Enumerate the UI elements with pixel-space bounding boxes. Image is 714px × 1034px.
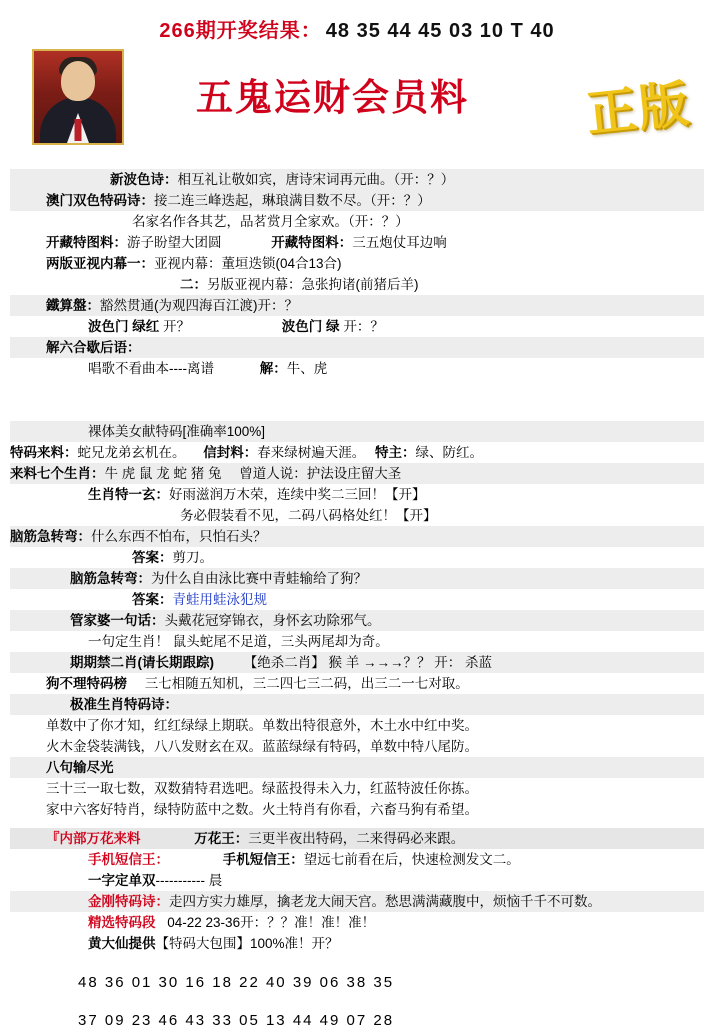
wave-color-text-2: 开：？ (343, 319, 384, 334)
eight-verse-line (10, 778, 704, 799)
zodiac-row (10, 463, 704, 484)
zodiac-special-text-2: 务必假装看不见，二码八码格处红！【开】 (180, 508, 437, 523)
zodiac-text-2: 曾道人说：护法设庄留大圣 (239, 466, 402, 481)
brain-teaser-text-2: 为什么自由泳比赛中青蛙输给了狗？ (151, 571, 367, 586)
eight-verse-title (10, 757, 704, 778)
body-section (0, 421, 714, 820)
main-text: 绿、防红。 (415, 445, 484, 460)
poem-label: 澳门双色特码诗： (46, 193, 154, 208)
poem-label: 两版亚视内幕一： (46, 256, 154, 271)
riddle-answer-label: 解： (259, 361, 287, 376)
brain-teaser-label-2: 脑筋急转弯： (70, 571, 151, 586)
housekeeper-row-2 (10, 631, 704, 652)
zodiac-special-row-2 (10, 505, 704, 526)
dog-list-row (10, 673, 704, 694)
wave-color-label: 波色门 绿红 (88, 319, 160, 334)
poem-label: 鐵算盤： (46, 298, 100, 313)
poem-row (10, 274, 704, 295)
authentic-stamp: 正版 (583, 74, 694, 144)
poem-text: 另版亚视内幕：急张拘诸(前猪后羊) (207, 277, 419, 292)
brain-teaser-label: 脑筋急转弯： (10, 529, 91, 544)
draw-result-label: 266期开奖结果： (159, 20, 322, 42)
inner-title-row (10, 828, 704, 849)
inner-title: 『内部万花来料 (46, 831, 141, 846)
brain-teaser-row (10, 526, 704, 547)
main-label: 特主： (375, 445, 416, 460)
single-double-text: ----------- 晨 (155, 873, 223, 888)
dog-list-label: 狗不理特码榜 (46, 676, 127, 691)
accurate-poem-line (10, 715, 704, 736)
ban-two-zodiac-row (10, 652, 704, 673)
jingang-text: 走四方实力雄厚，擒老龙大闹天宫。愁思满满藏腹中，烦恼千千不可数。 (169, 894, 601, 909)
naked-title-text: 裸体美女献特码[准确率100%] (88, 424, 266, 439)
brain-teaser-row-2 (10, 568, 704, 589)
jingang-row (10, 891, 704, 912)
dog-list-text: 三七相随五知机，三二四七三二码，出三二一七对取。 (144, 676, 469, 691)
inner-section (0, 828, 714, 954)
poem-text: 相互礼让敬如宾，唐诗宋词再元曲。（开：？） (177, 172, 455, 187)
ban-two-zodiac-label: 期期禁二肖(请长期跟踪) (70, 655, 214, 670)
poem-row (10, 295, 704, 316)
accurate-poem-text-2: 火木金袋装满钱，八八发财玄在双。蓝蓝绿绿有特码，单数中特八尾防。 (46, 739, 478, 754)
eight-verse-text: 三十三一取七数，双数猜特君选吧。绿蓝投得未入力，红蓝特波任你拣。 (46, 781, 478, 796)
riddle-label: 解六合歇后语： (46, 340, 141, 355)
poem-label: 新波色诗： (110, 172, 178, 187)
brain-teaser-answer (10, 547, 704, 568)
poem-row (10, 211, 704, 232)
page-title: 五鬼运财会员料 (196, 76, 469, 119)
zodiac-label: 来料七个生肖： (10, 466, 105, 481)
wanhua-label: 万花王： (194, 831, 249, 846)
accurate-poem-title (10, 694, 704, 715)
single-double-label: 一字定单双 (88, 873, 156, 888)
huangdaxian-row (10, 933, 704, 954)
sms-king-label-2: 手机短信王： (222, 852, 304, 867)
housekeeper-label: 管家婆一句话： (70, 613, 165, 628)
answer-text-2: 青蛙用蛙泳犯规 (172, 592, 267, 607)
sms-king-row (10, 849, 704, 870)
poem-label: 二： (180, 277, 207, 292)
poem-text-2: 三五炮仗耳边响 (352, 235, 447, 250)
answer-text: 剪刀。 (172, 550, 213, 565)
riddle-answer-text: 牛、虎 (286, 361, 328, 376)
number-row: 48 36 01 30 16 18 22 40 39 06 38 35 (78, 974, 395, 991)
wave-color-label-2: 波色门 绿 (281, 319, 340, 334)
accurate-poem-text: 单数中了你才知，红红绿绿上期联。单数出特很意外，木土水中红中奖。 (46, 718, 478, 733)
selected-range-label: 精选特码段 (88, 915, 156, 930)
housekeeper-text-2: 一句定生肖！ 鼠头蛇尾不足道，三头两尾却为奇。 (88, 634, 389, 649)
wave-color-text: 开？ (163, 319, 191, 334)
zodiac-text: 牛 虎 鼠 龙 蛇 猪 兔 (104, 466, 222, 481)
eight-verse-text-2: 家中六客好特肖，绿特防蓝中之数。火土特肖有你看，六畜马狗有希望。 (46, 802, 478, 817)
poem-text: 豁然贯通(为观四海百江渡)开：？ (100, 298, 298, 313)
accurate-poem-label: 极准生肖特码诗： (70, 697, 178, 712)
selected-range-row (10, 912, 704, 933)
answer-label-2: 答案： (132, 592, 173, 607)
eight-verse-line (10, 799, 704, 820)
wanhua-text: 三更半夜出特码，二来得码必来跟。 (248, 831, 465, 846)
poem-row (10, 316, 704, 337)
housekeeper-text: 头戴花冠穿锦衣，身怀玄功除邪气。 (164, 613, 381, 628)
poem-label: 开藏特图料： (46, 235, 127, 250)
poem-label-2: 开藏特图料： (271, 235, 353, 250)
brain-teaser-answer-2 (10, 589, 704, 610)
sms-king-text: 望远七前看在后，快速检测发文二。 (303, 852, 520, 867)
ban-two-zodiac-text: 【绝杀二肖】 猴 羊 →→→？？ 开： 杀蓝 (243, 655, 493, 670)
poem-section (0, 169, 714, 379)
riddle-row (10, 358, 704, 379)
riddle-header (10, 337, 704, 358)
eight-verse-label: 八句输尽光 (46, 760, 114, 775)
housekeeper-row (10, 610, 704, 631)
material-text: 蛇兄龙弟玄机在。 (77, 445, 186, 460)
envelope-label: 信封料： (203, 445, 258, 460)
number-row: 37 09 23 46 43 33 05 13 44 49 07 28 (78, 1012, 395, 1029)
poem-text: 游子盼望大团圆 (127, 235, 222, 250)
sms-king-label: 手机短信王： (88, 852, 169, 867)
poem-row (10, 169, 704, 190)
accurate-poem-line (10, 736, 704, 757)
naked-title (10, 421, 704, 442)
material-label: 特码来料： (10, 445, 78, 460)
portrait-photo (32, 49, 124, 145)
zodiac-special-row (10, 484, 704, 505)
poem-text: 名家名作各其艺，品茗赏月全家欢。（开：？） (132, 214, 409, 229)
selected-range-text: 04-22 23-36开：？？准！准！准！ (167, 915, 376, 930)
poem-row (10, 253, 704, 274)
material-row (10, 442, 704, 463)
riddle-text: 唱歌不看曲本----离谱 (88, 361, 214, 376)
draw-result-header (0, 0, 714, 43)
brain-teaser-text: 什么东西不怕布，只怕石头？ (91, 529, 267, 544)
envelope-text: 春来绿树遍天涯。 (257, 445, 366, 460)
zodiac-special-text: 好雨滋润万木荣，连续中奖二三回！【开】 (169, 487, 426, 502)
draw-result-numbers: 48 35 44 45 03 10 T 40 (325, 20, 555, 42)
poem-row (10, 232, 704, 253)
answer-label: 答案： (132, 550, 173, 565)
zodiac-special-label: 生肖特一玄： (88, 487, 169, 502)
huangdaxian-label: 黄大仙提供 (88, 936, 156, 951)
poem-text: 接二连三峰迭起，琳琅满目数不尽。（开：？） (154, 193, 431, 208)
jingang-label: 金刚特码诗： (88, 894, 169, 909)
huangdaxian-text: 【特码大包围】100%准！开？ (155, 936, 339, 951)
banner (0, 43, 714, 169)
poem-text: 亚视内幕：董垣迭锁(04合13合) (154, 256, 342, 271)
single-double-row (10, 870, 704, 891)
poem-row (10, 190, 704, 211)
